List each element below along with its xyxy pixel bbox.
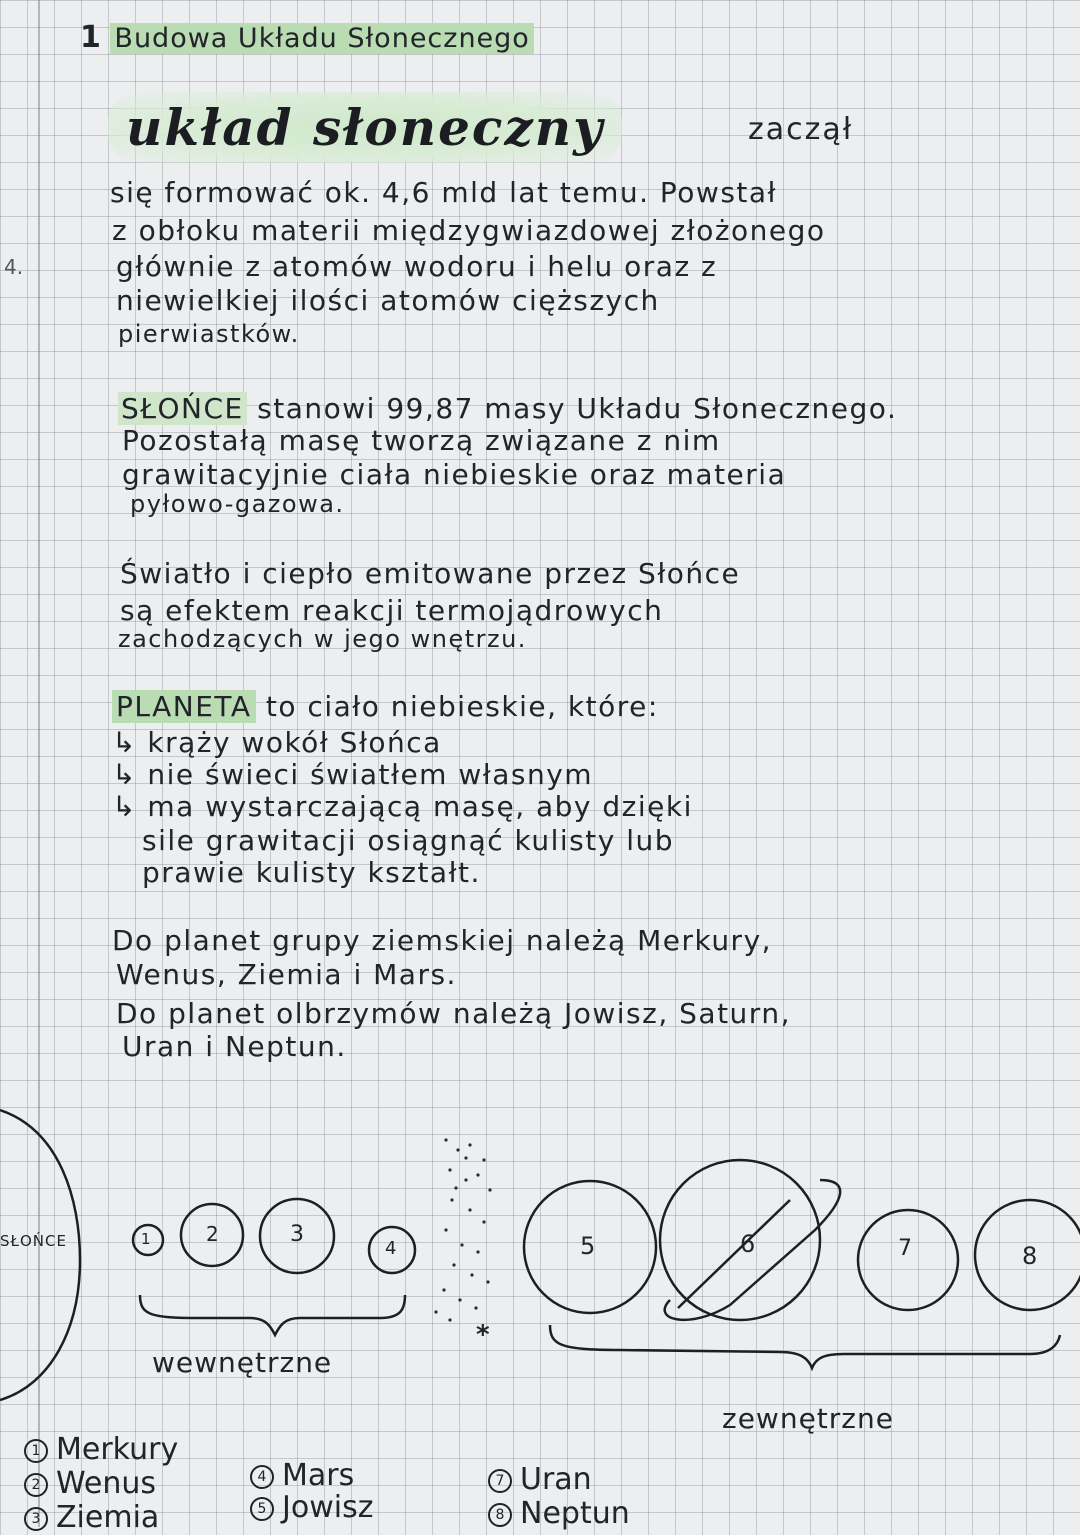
arrow-bullet-icon: ↳ <box>112 726 148 759</box>
planet-number: 7 <box>898 1236 912 1261</box>
paragraph-line: Do planet olbrzymów należą Jowisz, Saturn, <box>116 997 791 1030</box>
paragraph-line: Do planet grupy ziemskiej należą Merkury, <box>112 924 773 957</box>
legend-item <box>488 1496 630 1531</box>
asteroid-belt <box>434 1138 491 1321</box>
paragraph-line: Wenus, Ziemia i Mars. <box>116 958 457 991</box>
legend-item <box>250 1458 354 1493</box>
bullet-text: nie świeci światłem własnym <box>147 758 594 791</box>
section-number: 1 <box>80 20 101 55</box>
paragraph-line: sile grawitacji osiągnąć kulisty lub <box>142 824 675 857</box>
paragraph-line: prawie kulisty kształt. <box>142 856 481 889</box>
legend-number: 8 <box>488 1503 512 1527</box>
planet-number: 5 <box>580 1232 596 1260</box>
legend-item <box>24 1466 156 1501</box>
paragraph-line: zachodzących w jego wnętrzu. <box>118 625 527 653</box>
inner-planets-label: wewnętrzne <box>152 1346 333 1379</box>
legend-name: Jowisz <box>282 1490 374 1525</box>
paragraph-line: Pozostałą masę tworzą związane z nim <box>122 424 721 457</box>
legend-item <box>250 1490 373 1525</box>
paragraph-line: niewielkiej ilości atomów cięższych <box>116 284 660 317</box>
legend-name: Uran <box>520 1462 592 1497</box>
planet-highlight: PLANETA <box>112 690 256 723</box>
legend-number: 2 <box>24 1473 48 1497</box>
legend-item <box>488 1462 592 1497</box>
legend-name: Ziemia <box>56 1500 160 1535</box>
outer-planets-label: zewnętrzne <box>722 1402 894 1435</box>
legend-number: 4 <box>250 1465 274 1489</box>
sun-label: SŁOŃCE <box>0 1232 67 1250</box>
paragraph-line: Światło i ciepło emitowane przez Słońce <box>120 557 741 590</box>
planet-number: 8 <box>1022 1242 1038 1270</box>
planet-number: 4 <box>385 1238 397 1259</box>
legend-name: Wenus <box>56 1466 157 1501</box>
section-topic: Budowa Układu Słonecznego <box>110 23 533 54</box>
legend-number: 3 <box>24 1507 48 1531</box>
paragraph-line: pierwiastków. <box>118 320 300 348</box>
legend-name: Neptun <box>520 1496 630 1531</box>
paragraph-line: się formować ok. 4,6 mld lat temu. Powstał <box>110 176 778 209</box>
paragraph-line: są efektem reakcji termojądrowych <box>120 594 664 627</box>
inner-bracket <box>140 1295 405 1335</box>
side-mark: 4. <box>4 255 24 279</box>
planet-number: 6 <box>740 1230 756 1258</box>
page-title: układ słoneczny <box>126 98 605 157</box>
sun-shape <box>0 1110 80 1400</box>
planet-number: 2 <box>206 1222 219 1246</box>
sun-sentence: stanowi 99,87 masy Układu Słonecznego. <box>257 392 898 425</box>
sun-highlight: SŁOŃCE <box>118 392 247 425</box>
legend-item <box>24 1500 159 1535</box>
legend-number: 1 <box>24 1439 48 1463</box>
bullet-text: ma wystarczającą masę, aby dzięki <box>147 790 693 823</box>
legend-name: Merkury <box>56 1432 179 1467</box>
legend-item <box>24 1432 178 1467</box>
legend-number: 7 <box>488 1469 512 1493</box>
title-continuation: zaczął <box>748 112 854 147</box>
paragraph-line: z obłoku materii międzygwiazdowej złożonego <box>112 214 826 247</box>
paragraph-line: Uran i Neptun. <box>122 1030 347 1063</box>
paragraph-line: głównie z atomów wodoru i helu oraz z <box>116 250 718 283</box>
bullet-text: krąży wokół Słońca <box>147 726 442 759</box>
outer-bracket <box>550 1325 1060 1368</box>
planet-number: 1 <box>141 1230 151 1248</box>
arrow-bullet-icon: ↳ <box>112 790 148 823</box>
planet-definition: to ciało niebieskie, które: <box>265 690 659 723</box>
planet-number: 3 <box>290 1222 304 1247</box>
paragraph-line: grawitacyjnie ciała niebieskie oraz materia <box>122 458 787 491</box>
arrow-bullet-icon: ↳ <box>112 758 148 791</box>
asteroid-belt-marker: * <box>476 1320 490 1350</box>
paragraph-line: pyłowo-gazowa. <box>130 490 345 518</box>
legend-number: 5 <box>250 1497 274 1521</box>
legend-name: Mars <box>282 1458 355 1493</box>
